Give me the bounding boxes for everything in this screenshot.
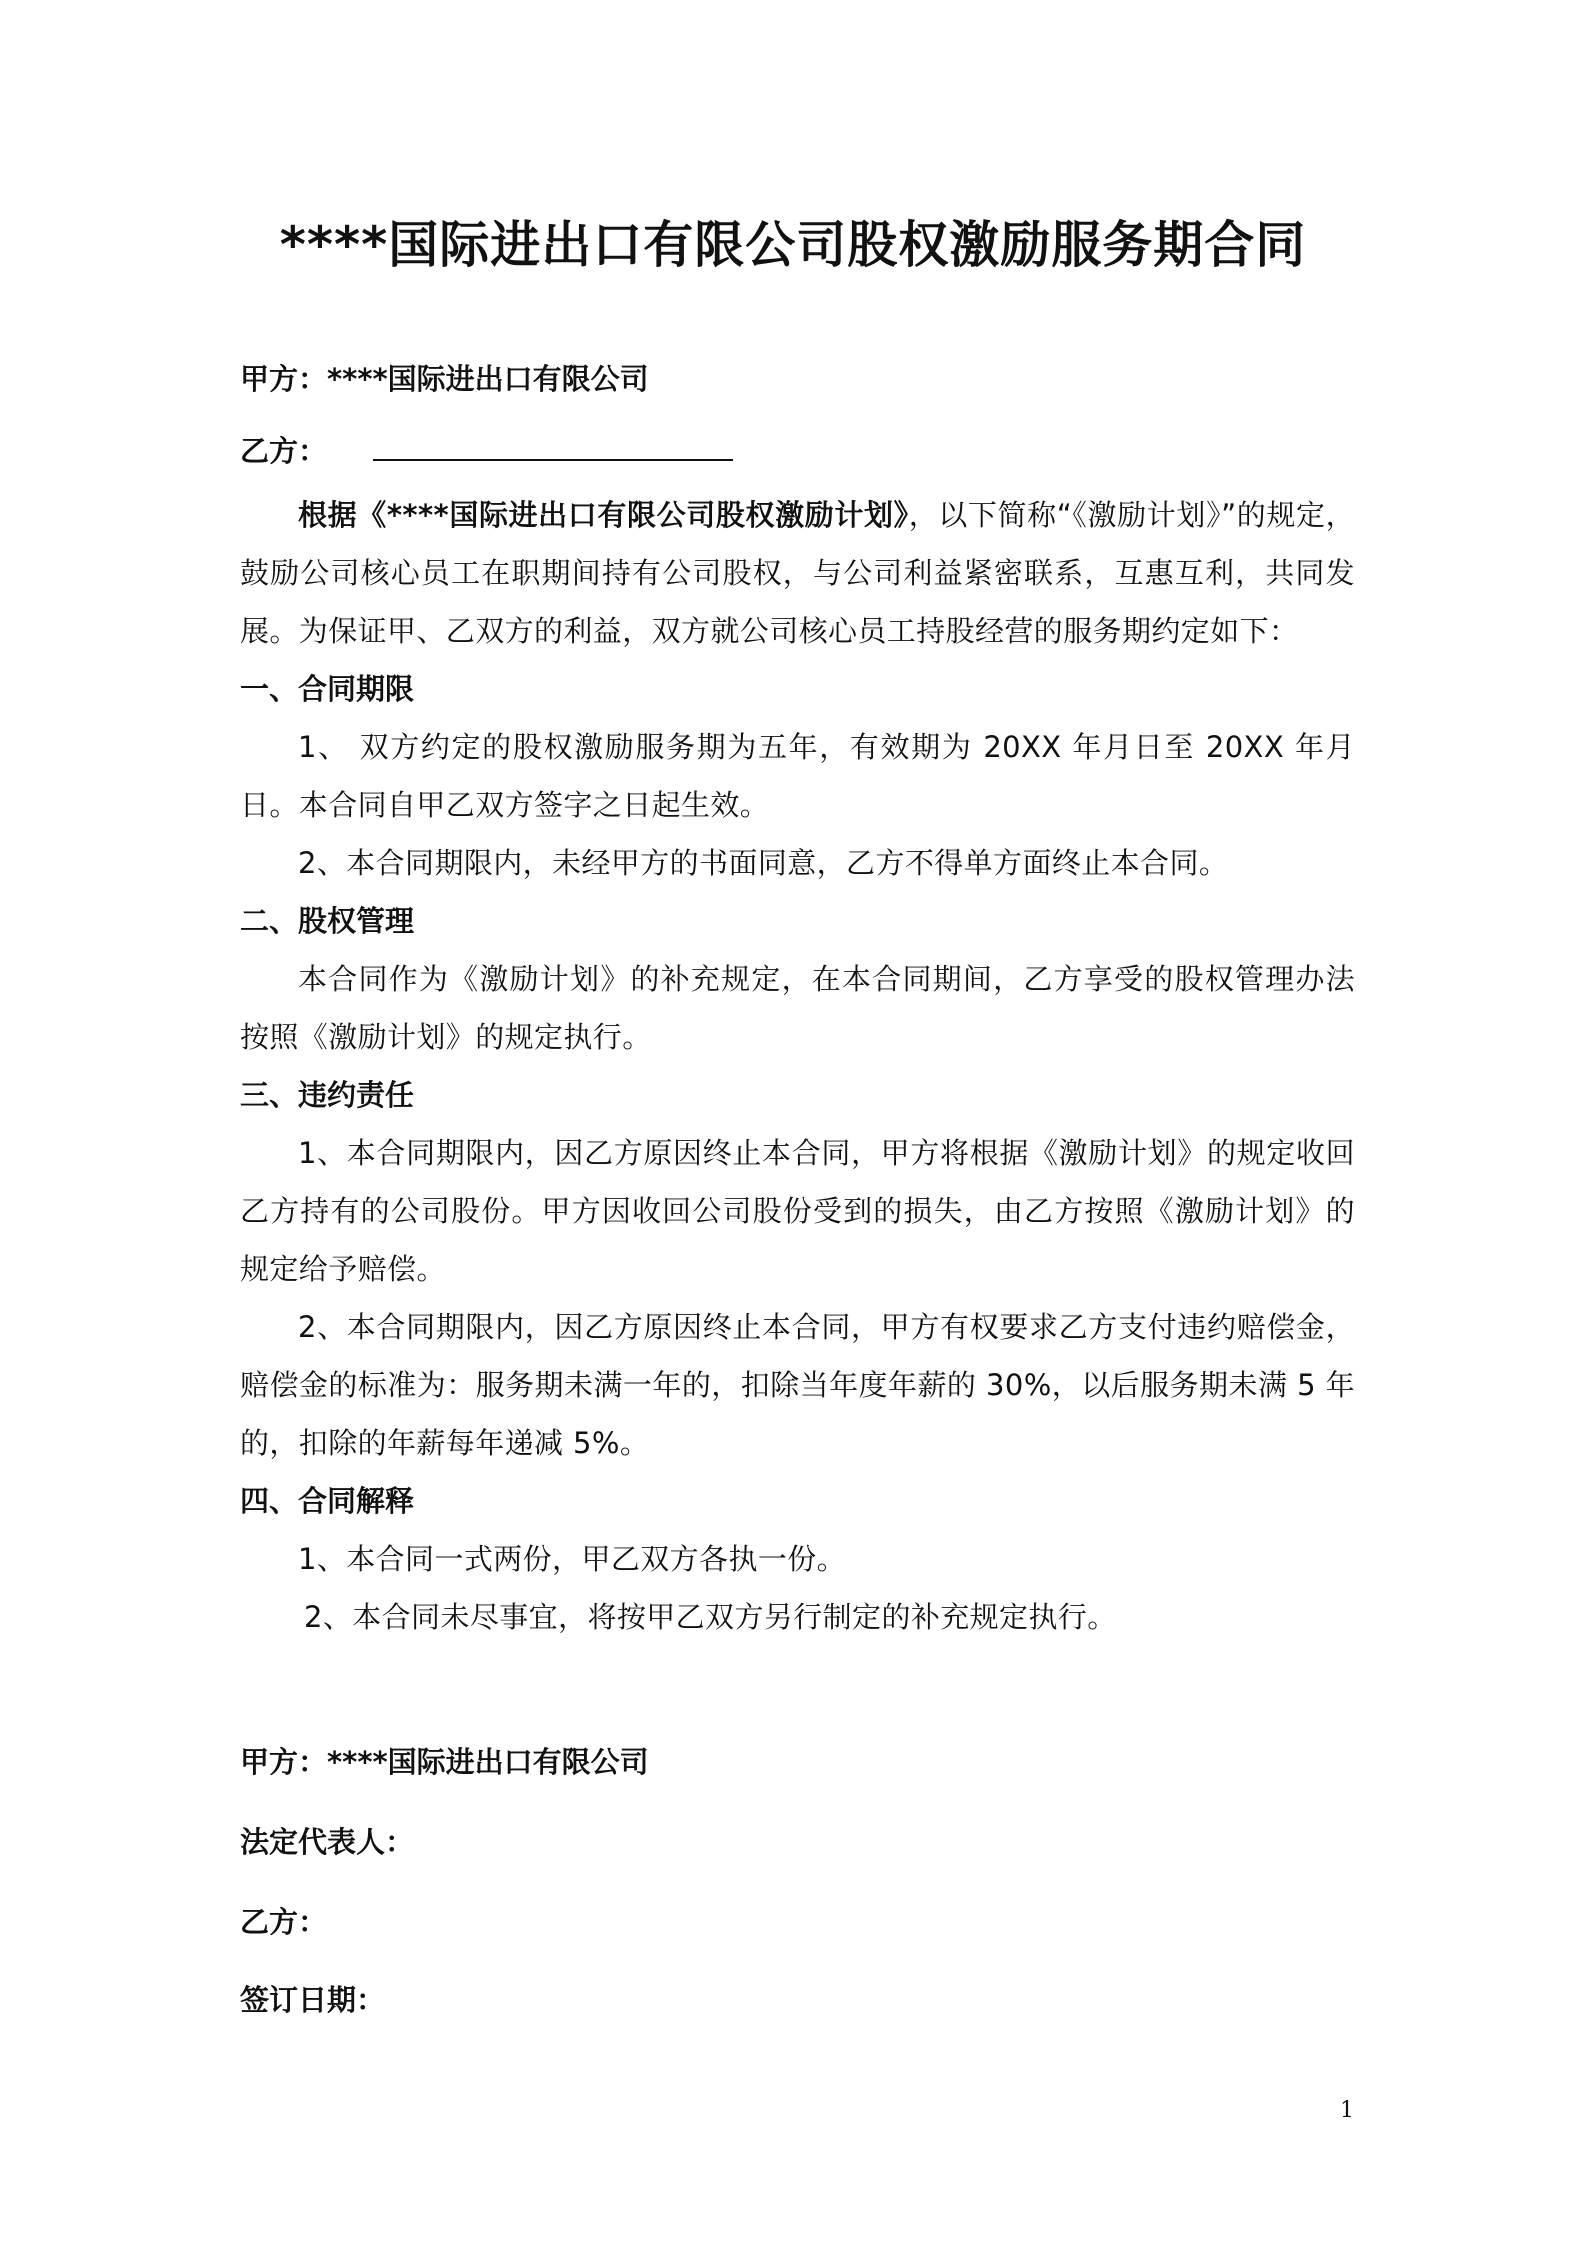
document-title: ****国际进出口有限公司股权激励服务期合同 — [279, 216, 1307, 274]
term-item-1: 1、 双方约定的股权激励服务期为五年，有效期为 20XX 年月日至 20XX 年月日。本合同自甲乙双方签字之日起生效。 — [240, 730, 1355, 822]
document-body — [240, 350, 1355, 1646]
signature-legal-rep: 法定代表人： — [240, 1825, 415, 1859]
page-number: 1 — [1340, 2098, 1354, 2123]
liability-item-2: 2、本合同期限内，因乙方原因终止本合同，甲方有权要求乙方支付违约赔偿金，赔偿金的标准为：服务期未满一年的，扣除当年度年薪的 30%，以后服务期未满 5 年的，扣除的年薪每年递减 5%。 — [240, 1310, 1355, 1460]
intro-paragraph — [240, 486, 1355, 660]
party-b-label: 乙方： — [240, 434, 328, 468]
party-a-line — [240, 350, 1355, 408]
section-heading-equity: 二、股权管理 — [240, 904, 415, 938]
signature-date: 签订日期： — [240, 1983, 386, 2017]
interpretation-item-2: 2、本合同未尽事宜，将按甲乙双方另行制定的补充规定执行。 — [304, 1600, 1117, 1634]
term-item-2: 2、本合同期限内，未经甲方的书面同意，乙方不得单方面终止本合同。 — [298, 846, 1229, 880]
party-b-blank-underline — [373, 431, 733, 461]
party-a-label: 甲方： — [240, 362, 328, 396]
party-b-line — [240, 422, 1355, 480]
section-heading-interpretation: 四、合同解释 — [240, 1484, 415, 1518]
equity-item-1: 本合同作为《激励计划》的补充规定，在本合同期间，乙方享受的股权管理办法按照《激励计划》的规定执行。 — [240, 962, 1355, 1054]
intro-text: ，以下简称“《激励计划》”的规定，鼓励公司核心员工在职期间持有公司股权，与公司利益紧密联系，互惠互利，共同发展。为保证甲、乙双方的利益，双方就公司核心员工持股经营的服务期约定如下： — [240, 498, 1355, 648]
section-heading-liability: 三、违约责任 — [240, 1078, 415, 1112]
liability-item-1: 1、本合同期限内，因乙方原因终止本合同，甲方将根据《激励计划》的规定收回乙方持有的公司股份。甲方因收回公司股份受到的损失，由乙方按照《激励计划》的规定给予赔偿。 — [240, 1136, 1355, 1286]
section-heading-term: 一、合同期限 — [240, 672, 415, 706]
interpretation-item-1: 1、本合同一式两份，甲乙双方各执一份。 — [298, 1542, 847, 1576]
signature-party-a: 甲方：****国际进出口有限公司 — [240, 1745, 649, 1779]
party-a-name: ****国际进出口有限公司 — [327, 362, 649, 396]
intro-bold-text: 根据《****国际进出口有限公司股权激励计划》 — [298, 498, 909, 532]
signature-party-b: 乙方： — [240, 1905, 328, 1939]
